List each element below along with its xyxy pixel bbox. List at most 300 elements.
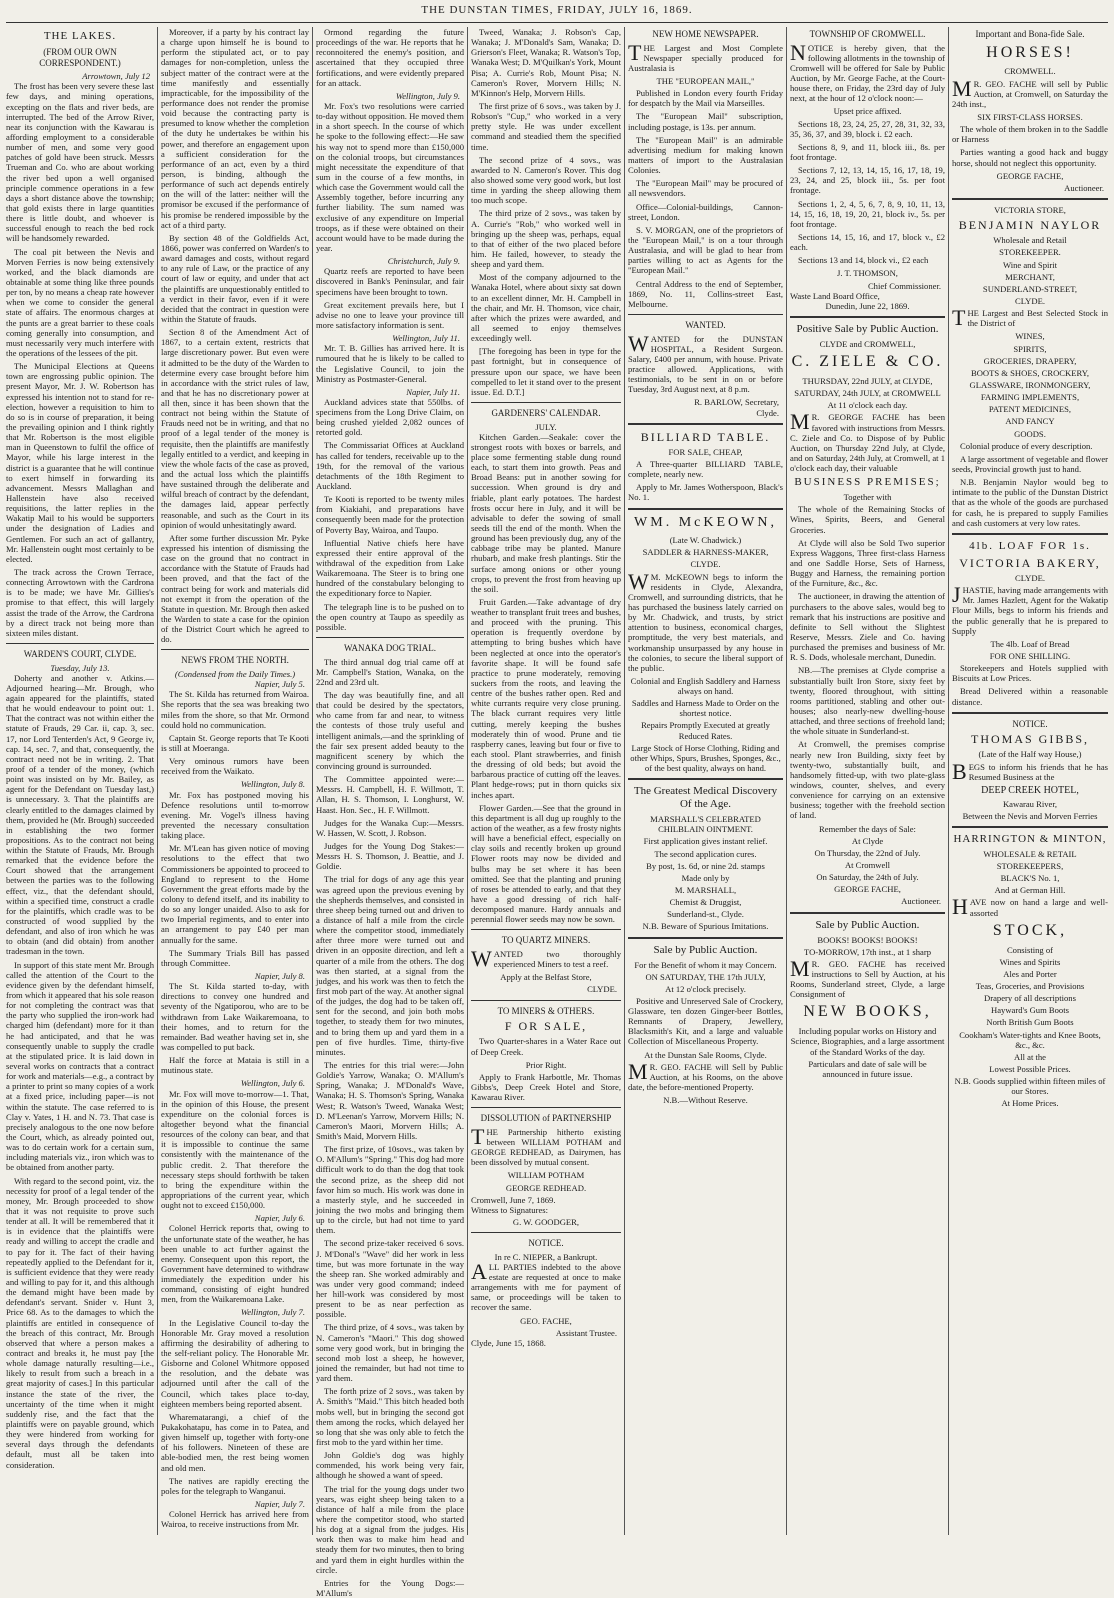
- wanted-text: ANTED for the DUNSTAN HOSPITAL, a Resident Surgeon. Salary, £400 per annum, with house. Private practice allowed. Applications, with testimonials, to be sent in on or before Tuesday, 3rd August next, at 8 p.m.: [628, 333, 783, 395]
- news-item: Half the force at Mataia is still in a mutinous state.: [161, 1055, 309, 1076]
- signature: GEORGE FACHE,: [996, 170, 1064, 181]
- dog-trial-paragraph: The second prize-taker received 6 sovs. J. M'Donal's "Wave" did her work in less time, but was more fortunate in the way the sheep ran. She worked admirably and was under very good command; indeed her hill-work was considered by most present to be as near perfection as possible.: [316, 1238, 464, 1320]
- loaf-heading: 4lb. LOAF FOR 1s.: [969, 539, 1091, 552]
- column-3: [316, 27, 464, 1598]
- drop-cap: M: [628, 1058, 648, 1084]
- horses-six: SIX FIRST-CLASS HORSES.: [977, 112, 1083, 123]
- auction-time: At 12 o'clock precisely.: [665, 983, 746, 994]
- divider: [471, 929, 621, 930]
- victoria-item: SPIRITS,: [1013, 343, 1047, 354]
- masthead-rule: [6, 22, 1108, 23]
- township-section: Sections 14, 15, 16, and 17, block v., £2 each.: [790, 232, 945, 253]
- news-item: The Commissariat Offices at Auckland has called for tenders, receivable up to the 19th, for the removal of the various detachments of the 18th Regiment to Auckland.: [316, 440, 464, 492]
- divider: [471, 402, 621, 403]
- victoria-item: AND FANCY: [1005, 416, 1055, 427]
- township-office: Waste Land Board Office,: [790, 290, 880, 301]
- drop-cap: M: [952, 75, 972, 101]
- column-7: [952, 27, 1108, 1533]
- dog-trial-paragraph: The third annual dog trial came off at Mr. Campbell's Station, Wanaka, on the 22nd and 23rd ult.: [316, 656, 464, 687]
- court-paragraph: In support of this state ment Mr. Brough called the attention of the Court to the evidence given by the defendant himself, from which it appeared that his sole reason for not completing the contract was that the party who supplied the iron-work had charged him (defendant) more for it than he had anticipated, and that he was consequently unable to supply the cradle at the stipulated price. It is laid down in several works on contracts that a contract for work and materials—e.g., a contract by a printer to print so many copies of a work at a fixed price, including paper—is not within the statute. The case referred to is Clay v. Yates, 1 H. and N. 73. That case is precisely analogous to the one now before the Court, which, as already pointed out, was to do certain work for a certain sum, including materials viz., iron which was to be obtained from another party.: [6, 959, 154, 1173]
- dog-trial-paragraph: The third prize, of 4 sovs., was taken by N. Cameron's "Maori." This dog showed some very good work, but in bringing the second mob lost a sheep, he however, joined the remainder, but had not time to yard them.: [316, 1322, 464, 1384]
- news-item: Mr. Fox has postponed moving his Defence resolutions until to-morrow evening. Mr. Vogel's illness having prevented the necessary consultation taking place.: [161, 789, 309, 841]
- miners-price: Prior Right.: [525, 1059, 567, 1070]
- bakery-title: VICTORIA BAKERY,: [959, 555, 1101, 570]
- mckeown-line: Repairs Promptly Executed at greatly Reduced Rates.: [641, 720, 770, 741]
- victoria-line: MERCHANT,: [1005, 271, 1055, 282]
- divider: [952, 198, 1108, 200]
- victoria-item: WINES,: [1015, 331, 1045, 342]
- dog-trial-paragraph: Tweed, Wanaka; J. Robson's Cap, Wanaka; J. M'Donald's Sam, Wanaka; D. Grierson's Fleet, Wanaka; R. Watson's Top, Wanaka West; D. M'Quilkan's York, Mount Pisa; A. Currie's Rob, Mount Pisa; N. Cameron's Rover, Morvern Hills; N. M'Kinnon's Help, Morvern Hills.: [471, 27, 621, 98]
- gibbs-river: Kawarau River,: [1002, 798, 1058, 809]
- mckeown-trade: SADDLER & HARNESS-MAKER,: [642, 547, 769, 558]
- column-rule: [467, 27, 468, 1535]
- mckeown-ad: [628, 568, 783, 673]
- township-ad: [790, 39, 945, 104]
- for-sale-text: OR SALE,: [518, 1019, 588, 1034]
- harrington-item: Ales and Porter: [1003, 968, 1057, 979]
- positive-sale-text: R. GEORGE FACHE has been favored with instructions from Messrs. C. Ziele and Co. to Dispose of by Public Auction, on Thursday 22nd July, at Clyde, and on Saturday, 24th July, at Cromwell, at 1 o'clock each day, their valuable: [790, 412, 945, 474]
- harrington-item: North British Gum Boots: [986, 1017, 1074, 1028]
- paper-paragraph: S. V. MORGAN, one of the proprietors of the "European Mail," is on a tour through Australasia, and will be glad to hear from parties willing to act as Agents for the "European Mail.": [628, 224, 783, 276]
- paper-paragraph: The "European Mail" subscription, including postage, is 13s. per annum.: [628, 111, 783, 132]
- divider: [628, 423, 783, 425]
- harrington-line: Consisting of: [1006, 944, 1054, 955]
- dog-trial-title: WANAKA DOG TRIAL.: [343, 643, 437, 654]
- books-text: R. GEO. FACHE has received instructions to Sell by Auction, at his Rooms, Sunderland street, Clyde, a large Consignment of: [790, 958, 945, 1000]
- paper-ad: [628, 39, 783, 73]
- drop-cap: A: [471, 1258, 487, 1284]
- signature-role: Chief Commissioner.: [867, 280, 941, 291]
- dog-trial-paragraph: The trial for dogs of any age this year was agreed upon the previous evening by the shepherds themselves, and consisted in three sheep being turned out and driven to a distance of half a mile from the circle where the competitor stood, immediately after three more were turned out and driven in an opposite direction, and left a quarter of a mile from the others. The dog was then started, at a signal from the judges, and his work was then to fetch the first mob part of the way. At another signal of the judges, the dog had to be taken off, sent for the second, and join both mobs together, to steady them for two minutes, and to bring them up and yard them in a pen of five hurdles. Time, thirty-five minutes.: [316, 874, 464, 1057]
- horses-text: R. GEO. FACHE will sell by Public Auction, at Cromwell, on Saturday the 24th inst.,: [952, 78, 1108, 109]
- auction-date: ON SATURDAY, THE 17th JULY,: [645, 971, 766, 982]
- harrington-stock: STOCK,: [992, 921, 1068, 939]
- positive-sale-date: THURSDAY, 22nd JULY, at CLYDE,: [802, 375, 933, 386]
- drop-cap: T: [471, 1123, 485, 1149]
- dog-trial-paragraph: The day was beautifully fine, and all that could be desired by the spectators, who came from far and near, to witness the contests of those truly useful and intelligent animals,—and the sprinkling of the fair sex present added beauty to the magnificent scenery by which the convincing ground is surrounded.: [316, 690, 464, 772]
- auction-ad: [628, 1058, 783, 1093]
- positive-sale-stock: The whole of the Remaining Stocks of Wines, Spirits, Beers, and General Groceries.: [790, 504, 945, 535]
- court-date: Tuesday, July 13.: [50, 662, 110, 673]
- news-item: Te Kooti is reported to be twenty miles from Kiakiahi, and preparations have consequently been made for the protection of Poverty Bay, Wairoa, and Taupo.: [316, 494, 464, 535]
- drop-cap: W: [471, 946, 492, 972]
- medical-line: The second application cures.: [654, 848, 757, 859]
- billiard-text: A Three-quarter BILLIARD TABLE, complete, nearly new.: [628, 459, 783, 480]
- drop-cap: B: [952, 758, 967, 784]
- notice-ad: [471, 1258, 621, 1313]
- drop-cap: T: [628, 39, 642, 65]
- positive-sale-sold: At Clyde will also be Sold Two superior Express Waggons, Three first-class Harness and one Saddle Horse, Sets of Harness, Buggy and Harness, the remaining portion of the Furniture, &c., &c.: [790, 537, 945, 589]
- dog-trial-paragraph: John Goldie's dog was highly commended, his work being very fair, although he showed a want of speed.: [316, 1450, 464, 1481]
- victoria-paragraph: N.B. Benjamin Naylor would beg to intimate to the public of the Dunstan District that as the whole of the goods are purchased for cash, he is prepared to supply Families and cash customers at very low rates.: [952, 477, 1108, 528]
- harrington-line: All at the: [1014, 1051, 1046, 1062]
- harrington-name: HARRINGTON & MINTON,: [953, 832, 1107, 845]
- column-rule: [786, 27, 787, 1535]
- medical-line: By post, 1s. 6d, or nine 2d. stamps: [646, 860, 765, 871]
- divider: [471, 1232, 621, 1233]
- gibbs-hotel: DEEP CREEK HOTEL,: [981, 784, 1079, 796]
- victoria-paragraph: Colonial produce of every description.: [960, 440, 1093, 451]
- dog-trial-paragraph: Judges for the Wanaka Cup:—Messrs. W. Hassen, W. Scott, J. Robson.: [316, 817, 464, 838]
- remember-line: At Cromwell: [844, 859, 891, 870]
- dissolution-title: DISSOLUTION of PARTNERSHIP: [480, 1113, 612, 1124]
- lakes-paragraph: The frost has been very severe these last few days, and mining operations, excepting on the flats and river beds, are interrupted. The bed of the Arrow River, near its conjunction with the Kawarau is affording employment to a considerable number of men, and some very good patches of gold have been struck. Messrs Trueman and Co. who are about working the river bed upon a well organised principle commence operations in a few days a short distance above the township; that gold exists there in large quantities there is little doubt, and whoever is successful enough to reach the bed rock will be handsomely rewarded.: [6, 81, 154, 244]
- dog-trial-paragraph: The second prize of 4 sovs., was awarded to N. Cameron's Rover. This dog also showed some very good work, but lost time in yarding the sheep allowing them too much scope.: [471, 154, 621, 206]
- harrington-item: Drapery of all descriptions: [984, 993, 1076, 1004]
- dateline: Napier, July 8.: [254, 970, 305, 981]
- auction-nb: N.B.—Without Reserve.: [663, 1095, 748, 1106]
- victoria-ad: [952, 305, 1108, 331]
- news-item: The natives are rapidly erecting the poles for the telegraph to Wanganui.: [161, 1475, 309, 1496]
- drop-cap: W: [628, 330, 649, 356]
- victoria-store-name: BENJAMIN NAYLOR: [958, 218, 1102, 233]
- gibbs-notice-title: NOTICE.: [1012, 718, 1048, 729]
- township-section: Sections 13 and 14, block vi., £2 each: [798, 255, 929, 266]
- signature: J. T. THOMSON,: [837, 268, 898, 279]
- medical-line: First application gives instant relief.: [643, 836, 768, 847]
- lakes-paragraph: The coal pit between the Nevis and Morven Ferries is now being extensively worked, and the black diamonds are obtainable at some thing like three pounds per ton, by no means a cheap rate however when we come to consider the general state of affairs. The enormous charges at the punts are a great barrier to these coals coming generally into consumption, and must necessarily very much interfere with the operations of the lessees of the pit.: [6, 246, 154, 358]
- column-5: [628, 27, 783, 1533]
- victoria-item: GROCERIES, DRAPERY,: [983, 355, 1077, 366]
- miners-apply: Apply to Frank Harbottle, Mr. Thomas Gibbs's, Deep Creek Hotel and Store, Kawarau River.: [471, 1071, 621, 1103]
- dateline: Wellington, July 9.: [395, 90, 460, 101]
- drop-cap: F: [504, 1019, 514, 1034]
- paper-paragraph: Central Address to the end of September, 1869, No. 11, Collins-street East, Melbourne.: [628, 278, 783, 309]
- auction-place: At the Dunstan Sale Rooms, Clyde.: [644, 1049, 767, 1060]
- garden-paragraph: Flower Garden.—See that the ground in this department is all dug up roughly to the action of the weather, as a few frosty nights will have a beneficial effect, especially on clay soils and recently broken up ground Flower roots may now be divided and bulbs may be set where it has been omitted. See that the planting and pruning of roses be attended to early, and that they have a good dressing of rich half-decomposed manure. Hardy annuals and perennial flower seeds may now be sown.: [471, 802, 621, 925]
- drop-cap: N: [790, 39, 806, 65]
- harrington-line: BLACK'S No. 1,: [1000, 873, 1060, 884]
- paper-paragraph: Published in London every fourth Friday for despatch by the Mail via Marseilles.: [628, 88, 783, 109]
- column-rule: [157, 27, 158, 1535]
- bakery-text: HASTIE, having made arrangements with Mr. James Hazlett, Agent for the Wakatip Flour Mills, begs to inform his friends and the public generally that he is prepared to Supply: [952, 585, 1108, 636]
- positive-sale-cromwell: At Cromwell, the premises comprise nearly new Iron Building, sixty feet by twenty-two, substantially built, and handsomely fitted-up, with two plate-glass windows, counter, shelves, and every convenience for carrying on an extensive business; together with the freehold section of land.: [790, 739, 945, 821]
- harrington-item: Teas, Groceries, and Provisions: [975, 981, 1085, 992]
- news-item: The St. Kilda has returned from Wairoa. She reports that the sea was breaking two miles from the shore, so that Mr. Ormond could hold no communication.: [161, 689, 309, 730]
- news-item: Great excitement prevails here, but I advise no one to leave your province till more satisfactory information is sent.: [316, 299, 464, 330]
- positive-sale-title: Positive Sale by Public Auction.: [796, 322, 939, 335]
- harrington-text: AVE now on hand a large and well-assorted: [969, 897, 1108, 918]
- dateline: Wellington, July 7.: [240, 1307, 305, 1318]
- divider: [628, 778, 783, 780]
- victoria-text: HE Largest and Best Selected Stock in the District of: [967, 308, 1108, 329]
- lakes-byline: (FROM OUR OWN CORRESPONDENT.): [39, 46, 121, 68]
- dateline: Christchurch, July 9.: [387, 256, 460, 267]
- harrington-item: Cookham's Water-tights and Knee Boots, &c., &c.: [959, 1029, 1101, 1050]
- horses-title: Important and Bona-fide Sale.: [975, 29, 1085, 39]
- notice-title: NOTICE.: [528, 1238, 564, 1249]
- divider: [316, 637, 464, 638]
- township-date: Dunedin, June 22, 1869.: [825, 300, 910, 311]
- news-item: Quartz reefs are reported to have been discovered in Bank's Peninsular, and fair specimens have been brought to town.: [316, 266, 464, 297]
- drop-cap: W: [628, 568, 649, 594]
- billiard-sale: FOR SALE, CHEAP,: [668, 446, 743, 457]
- column-4: [471, 27, 621, 1533]
- remember-days: Remember the days of Sale:: [819, 823, 916, 834]
- paper-title: NEW HOME NEWSPAPER.: [652, 29, 759, 39]
- harrington-line: WHOLESALE & RETAIL: [983, 848, 1077, 859]
- harrington-item: Hayward's Gum Boots: [991, 1005, 1069, 1016]
- gibbs-ad: [952, 758, 1108, 784]
- dog-trial-paragraph: The third prize of 2 sovs., was taken by A. Currie's "Rob," who worked well in bringing up the sheep was, perhaps, equal to that of either of the two placed before him. He failed, however, to steady the sheep and yard them.: [471, 208, 621, 270]
- gibbs-between: Between the Nevis and Morven Ferries: [962, 810, 1098, 821]
- together-with: Together with: [843, 492, 892, 503]
- township-upset: Upset price affixed.: [833, 106, 902, 117]
- notice-subtitle: In re C. NIEPER, a Bankrupt.: [494, 1251, 598, 1262]
- dog-trial-paragraph: Judges for the Young Dog Stakes:—Messrs H. S. Thomson, J. Beattie, and J. Goldie.: [316, 841, 464, 872]
- paper-paragraph: Office—Colonial-buildings, Cannon-street, London.: [628, 201, 783, 222]
- news-item: Mr. Fox will move to-morrow—1. That, in the opinion of this House, the present expenditure on the colonial forces is altogether beyond what the financial resources of the colony can bear, and that it is impossible to continue the same consistently with the maintenance of the public credit. 2. That therefore the necessary steps should forthwith be taken to bring the expenditure within the appropriations of the current year, which ought not to exceed £150,000.: [161, 1088, 309, 1211]
- lakes-paragraph: The Municipal Elections at Queens town are engrossing public opinion. The present Mayor, Mr. J. W. Robertson has expressed his intention not to stand for re-election, however a requisition to him to do so is in course of preparation, it being the prevailing opinion and I think rightly that Mr. Robertson is the most eligible man in Queenstown to fulfil the office of Mayor, while his large interest in the district is a guarantee that he will continue to exert himself in forwarding its advancement. Messrs Mallaghan and Hallenstein have also received requisitions, the latter replies in the Wakatip Mail to his would be supporters under the designation of Ladies and Gentlemen. For such an act of gallantry, Mr. Hallenstein ought most certainly to be elected.: [6, 361, 154, 564]
- court-paragraph: Section 8 of the Amendment Act of 1867, to a certain extent, restricts that large discretionary power. But even were it admitted to be the duty of the Warden to determine every case brought before him in accordance with the strict rules of law, and that he has no discretionary power at all then, since it has been shown that the contract not being within the Statute of Frauds need not be in writing, and that no proof of a legal tender of the money is requisite, then the plaintiffs are manifestly legally entitled to a verdict, and keeping in view the whole facts of the case as proved, and the actual loss which the plaintiffs have sustained through the deliberate and wilful breach of contract by the defendant, the damages laid, appear perfectly reasonable, and such as the Court in its opinion of would unhesitatingly award.: [161, 327, 309, 530]
- victoria-store-title: VICTORIA STORE,: [994, 205, 1066, 216]
- dog-trial-paragraph: Entries for the Young Dogs:—M'Allum's: [316, 1577, 464, 1598]
- dog-trial-paragraph: The entries for this trial were:—John Goldie's Yarrow, Wanaka; O. M'Allum's Spring, Wanaka; J. M'Donald's Wave, Wanaka; H. S. Thomson's Spring, Wanaka West; R. Watson's Tweed, Wanaka West; D. M'Leenan's Yarrow, Morvern Hills; N. Cameron's Maori, Morvern Hills; A. Smith's Maid, Morvern Hills.: [316, 1059, 464, 1141]
- editor-note: [The foregoing has been in type for the past fortnight, but in consequence of pressure upon our space, we have been compelled to let it stand over to the present issue. Ed. D.T.]: [471, 346, 621, 397]
- news-item: In the Legislative Council to-day the Honorable Mr. Gray moved a resolution affirming the desirability of adhering to the self-reliant policy. The Honorable Mr. Gisborne and Colonel Whitmore opposed the resolution, and the debate was adjourned until after the call of the Council, which takes place to-day, eighteen members being reported absent.: [161, 1317, 309, 1409]
- divider: [952, 533, 1108, 535]
- drop-cap: M: [790, 955, 810, 981]
- township-section: Sections 18, 23, 24, 25, 27, 28, 31, 32, 33, 35, 36, 37, and 39, block i. £2 each.: [790, 118, 945, 139]
- gibbs-text: EGS to inform his friends that he has Resumed Business at the: [968, 761, 1108, 782]
- drop-cap: J: [952, 582, 961, 608]
- miners-text: Two Quarter-shares in a Water Race out of Deep Creek.: [471, 1036, 621, 1057]
- harrington-nb: N.B. Goods supplied within fifteen miles of our Stores.: [954, 1076, 1106, 1097]
- news-item: Colonel Herrick reports that, owing to the unfortunate state of the weather, he has been unable to act further against the enemy. Consequent upon this report, the Government have determined to withdraw immediately the expedition under his command, consisting of eight hundred men, from the Waikaremoana Lake.: [161, 1223, 309, 1305]
- notice-text: LL PARTIES indebted to the above estate are requested at once to make arrangements with me for payment of same, or proceedings will be taken to recover the same.: [471, 1261, 621, 1313]
- news-item: Mr. T. B. Gillies has arrived here. It is rumoured that he is likely to be called to the Legislative Council, to join the Ministry as Postmaster-General.: [316, 343, 464, 384]
- books-header: BOOKS! BOOKS! BOOKS!: [817, 934, 918, 945]
- positive-sale-place: CLYDE and CROMWELL,: [819, 338, 916, 349]
- township-section: Sections 1, 2, 4, 5, 6, 7, 8, 9, 10, 11, 13, 14, 15, 16, 18, 19, 20, 21, block iv., 5s. per foot frontage.: [790, 198, 945, 229]
- township-section: Sections 7, 12, 13, 14, 15, 16, 17, 18, 19, 23, 24, and 25, block iii., 5s. per foot frontage.: [790, 165, 945, 196]
- horses-heading: HORSES!: [986, 43, 1074, 61]
- dog-trial-paragraph: The trial for the young dogs under two years, was eight sheep being taken to a distance of half a mile from the place where the competitor stood, who started his dog at a signal from the judges. His work then was to make him head and steady them for two minutes, then to bring and yard them in eight hurdles within the circle.: [316, 1483, 464, 1575]
- victoria-item: PATENT MEDICINES,: [988, 404, 1072, 415]
- divider: [6, 643, 154, 644]
- news-item: Mr. M'Lean has given notice of moving resolutions to the effect that two Commissioners be appointed to proceed to England to represent to the Home Government the great efforts made by the colony to defend itself, and its inability to do so any longer unaided. Also to ask for two Imperial regiments, and to enter into an arrangement to pay £40 per man annually for the same.: [161, 843, 309, 945]
- wanted-place: Clyde.: [756, 407, 779, 418]
- garden-title: GARDENERS' CALENDAR.: [491, 407, 601, 418]
- bakery-loaf: The 4lb. Loaf of Bread: [990, 638, 1070, 649]
- paper-text: HE Largest and Most Complete Newspaper specially produced for Australasia is: [628, 42, 783, 73]
- dateline: Napier, July 7.: [254, 1499, 305, 1510]
- harrington-line: And at German Hill.: [994, 885, 1066, 896]
- news-item: Influential Native chiefs here have expressed their entire approval of the withdrawal of the expedition from Lake Waikaremoana. The Steer is to bring one hundred of the constabulary belonging to the expeditionary force to Napier.: [316, 537, 464, 599]
- court-paragraph: With regard to the second point, viz. the necessity for proof of a legal tender of the money, Mr. Brough proceeded to show that it was not requisite to prove such tender at all. It will be remembered that it is in evidence that the plaintiffs were ready and willing to accept the cradle and to pay for it. The fact of their having repeatedly applied to the Defendant for it, is sufficient evidence that they were ready and willing to pay for it, and this although the demand might have been made by defendant's servant. Snider v. Hunt 3, Price 68. As to the damages to which the plaintiffs are entitled in consequence of the breach of this contract, Mr. Brough observed that where a person makes a contract and breaks it, he must pay [the whole damage naturally resulting—i.e., likely to result from such a breach in a great majority of cases.] In this particular instance the state of the river, the uncertainty of the time when it might suddenly rise, and the fact that the plaintiffs were on payable ground, which they were hindered from working for several days through the defendants default, must all be taken into consideration.: [6, 1175, 154, 1470]
- business-premises: BUSINESS PREMISES;: [794, 476, 941, 489]
- divider: [161, 649, 309, 650]
- quartz-apply: Apply at the Belfast Store,: [500, 972, 592, 983]
- positive-sale-firm: C. ZIELE & CO.: [791, 353, 944, 371]
- quartz-ad: [471, 946, 621, 972]
- books-foot: Particulars and date of sale will be announced in future issue.: [808, 1058, 927, 1079]
- dog-trial-paragraph: The Committee appointed were:—Messrs. H. Campbell, H. F. Willmott, T. Allan, H. S. Thomson, I. Longhurst, W. Haast. Hon. Sec., H. F. Willmott.: [316, 774, 464, 815]
- gibbs-late: (Late of the Half way House,): [978, 749, 1082, 760]
- court-paragraph: Doherty and another v. Atkins.—Adjourned hearing—Mr. Brough, who again appeared for the plaintiffs, stated that he would endeavour to point out: 1. That the contract was not within either the statute of Frauds, 29 Car. ii, cap. 3, sec. 17, nor Lord Tenterden's Act, 9 George iv, cap. 14, sec. 7, and that, consequently, the contract need not be in writing. 2. That proof of a tender of the money, (which point was insisted on by Mr. Bailey, as agent for the Defendant on Tuesday last,) is unnecessary. 3. That the plaintiffs are clearly entitled to the damages claimed by them, provided he (Mr. Brough) succeeded in establishing the two former propositions. As to the contract not being within the Statute of Frauds, Mr. Brough remarked that the evidence before the Court showed that the arrangement between the parties was to the following effect, viz., that the defendant should, within a specified time, construct a cradle for the plaintiffs, which cradle was to be constructed of wood supplied by the defendant, and also of iron which he was to obtain (and did obtain) from another tradesman in the town.: [6, 672, 154, 957]
- dog-trial-paragraph: The first prize, of 10sovs., was taken by O. M'Allum's "Spring." This dog had more difficult work to do than the dog that took the second prize, as the sheep did not favor him so much. His work was done in a masterly style, and he succeeded in joining the two mobs and bringing them up to the circle, but had not time to yard them.: [316, 1144, 464, 1236]
- court-paragraph: After some further discussion Mr. Pyke expressed his intention of dismissing the case on the ground that no contract in accordance with the Statute of Frauds had been proved, and that the fact of the contract being for work and materials did not exempt it from the operation of the Statute in question. Mr. Brough then asked the Warden to state a case for the opinion of the District Court which he agreed to do.: [161, 532, 309, 645]
- horses-paragraph: Parties wanting a good hack and buggy horse, should not neglect this opportunity.: [952, 147, 1108, 168]
- signature-role: Assistant Trustee.: [555, 1327, 617, 1338]
- news-item: Wharematarangi, a chief of the Pukakohatapu, has come in to Patea, and given himself up, together with forty-one of his followers. Nineteen of these are able-bodied men, the rest being women and old men.: [161, 1411, 309, 1473]
- billiard-title: BILLIARD TABLE.: [640, 429, 771, 444]
- books-title: Sale by Public Auction.: [815, 918, 920, 931]
- wanted-title: WANTED.: [685, 319, 726, 330]
- drop-cap: M: [790, 409, 810, 435]
- quartz-text: ANTED two thoroughly experienced Miners to test a reef.: [493, 949, 621, 970]
- dissolution-ad: [471, 1123, 621, 1168]
- dateline: Napier, July 5.: [254, 679, 305, 690]
- miners-title: TO MINERS & OTHERS.: [497, 1005, 595, 1016]
- medical-line: N.B. Beware of Spurious Imitations.: [642, 921, 769, 932]
- dateline: Napier, July 6.: [254, 1213, 305, 1224]
- harrington-ad: [952, 894, 1108, 920]
- court-paragraph: By section 48 of the Goldfields Act, 1866, power was conferred on Warden's to award damages and costs, without regard to any rule of Law, or the practice of any court of law or equity, and under that act the plaintiffs are unquestionably entitled to a verdict in their favor, even if it were decided that the contract in question were within the Statute of frauds.: [161, 232, 309, 324]
- dog-trial-paragraph: The first prize of 6 sovs., was taken by J. Robson's "Cup," who worked in a very pretty style. He was under excellent command and steadied them the specified time.: [471, 100, 621, 152]
- positive-sale-nb: NB.—The premises at Clyde comprise a substantially built Iron Store, sixty feet by twenty, floored throughout, with sitting rooms partitioned, stabling and other out-houses; also nearly-new dwelling-house attached, and three sections of freehold land; the whole situate in Sunderland-st.: [790, 665, 945, 737]
- column-6: [790, 27, 945, 1533]
- horses-place: CROMWELL.: [1004, 66, 1056, 77]
- paper-paragraph: The "European Mail" may be procured of all newsvendors.: [628, 178, 783, 199]
- victoria-line: Wholesale and Retail: [993, 235, 1067, 246]
- remember-line: On Thursday, the 22nd of July.: [814, 847, 921, 858]
- column-rule: [312, 27, 313, 1535]
- harrington-home: At Home Prices.: [1001, 1098, 1059, 1109]
- positive-sale-ad: [790, 409, 945, 474]
- signature-role: Auctioneer.: [1064, 182, 1104, 193]
- gibbs-name: THOMAS GIBBS,: [970, 732, 1089, 747]
- dog-trial-paragraph: The forth prize of 2 sovs., was taken by A. Smith's "Maid." This bitch headed both mobs well, but in bringing the second got them among the rocks, which delayed her so long that she was only able to fetch the first mob to the yard within her time.: [316, 1386, 464, 1448]
- dateline: Wellington, July 6.: [240, 1078, 305, 1089]
- remember-line: At Clyde: [851, 835, 884, 846]
- horses-ad: [952, 75, 1108, 109]
- notice-date: Clyde, June 15, 1868.: [471, 1337, 546, 1348]
- mckeown-town: CLYDE.: [690, 559, 721, 570]
- remember-line: On Saturday, the 24th of July.: [816, 872, 919, 883]
- paper-paragraph: The "European Mail" is an admirable advertising medium for making known matters of import to the Australasian Colonies.: [628, 134, 783, 176]
- mckeown-late: (Late W. Chadwick.): [669, 535, 742, 546]
- dateline: Wellington, July 11.: [392, 333, 460, 344]
- harrington-line: STOREKEEPERS,: [996, 861, 1064, 872]
- divider: [790, 912, 945, 914]
- column-2: [161, 27, 309, 1533]
- news-item: Colonel Herrick has arrived here from Wairoa, to receive instructions from Mr.: [161, 1509, 309, 1530]
- news-item: Very ominous rumors have been received from the Waikato.: [161, 756, 309, 777]
- news-item: Auckland advices state that 550lbs. of specimens from the Long Drive Claim, on being crushed yielded 2,082 ounces of retorted gold.: [316, 396, 464, 438]
- divider: [471, 1107, 621, 1108]
- bakery-ad: [952, 582, 1108, 636]
- quartz-place: CLYDE.: [587, 984, 617, 995]
- books-big: NEW BOOKS,: [803, 1003, 932, 1021]
- divider: [471, 1000, 621, 1001]
- dateline: Napier, July 11.: [406, 386, 460, 397]
- victoria-line: Wine and Spirit: [1002, 259, 1058, 270]
- books-when: TO-MORROW, 17th inst., at 1 sharp: [804, 946, 931, 957]
- mckeown-line: Colonial and English Saddlery and Harness always on hand.: [630, 675, 781, 697]
- victoria-item: GOODS.: [1014, 428, 1046, 439]
- victoria-item: FARMING IMPLEMENTS,: [980, 392, 1080, 403]
- dissolution-date: Cromwell, June 7, 1869.: [471, 1194, 556, 1205]
- billiard-apply: Apply to Mr. James Wotherspoon, Black's No. 1.: [628, 482, 783, 503]
- mckeown-line: Large Stock of Horse Clothing, Riding and other Whips, Spurs, Brushes, Sponges, &c., of the best quality, always on hand.: [630, 742, 781, 774]
- victoria-line: CLYDE.: [1015, 296, 1045, 307]
- positive-sale-time: At 11 o'clock each day.: [827, 400, 908, 411]
- books-desc: Including popular works on History and Science, Biographies, and a large assortment of the Standard Works of the day.: [790, 1026, 945, 1057]
- books-ad: [790, 955, 945, 1000]
- auction-text-2: R. GEO. FACHE will Sell by Public Auction, at his Rooms, on the above date, the before-mentioned Property.: [628, 1061, 783, 1093]
- paper-name: THE "EUROPEAN MAIL,": [656, 76, 755, 87]
- township-text: OTICE is hereby given, that the following allotments in the township of Cromwell will be offered for Sale by Public Auction, by Mr. George Fache, at the Court-house there, on Friday, the 23rd day of July next, at the hour of 12 o'clock noon:—: [790, 42, 945, 104]
- signature: GEORGE FACHE,: [834, 884, 901, 895]
- mckeown-text: M. McKEOWN begs to inform the residents in Clyde, Alexandra, Cromwell, and surrounding districts, that he has purchased the business lately carried on by Mr. Chadwick, and trusts, by strict attention to business, economical charges, promptitude, the very best materials, and workmanship unsurpassed by any house in the colonies, to secure the liberal support of the public.: [628, 571, 783, 673]
- medical-line: M. MARSHALL,: [674, 884, 737, 895]
- medical-title: The Greatest Medical Discovery Of the Age.: [633, 785, 778, 811]
- harrington-line: Lowest Possible Prices.: [989, 1064, 1071, 1075]
- news-item: Captain St. George reports that Te Kooti is still at Moeranga.: [161, 732, 309, 754]
- divider: [628, 314, 783, 315]
- witness-label: Witness to Signatures:: [471, 1204, 548, 1215]
- signature-role: Auctioneer.: [901, 896, 941, 907]
- news-item: The Summary Trials Bill has passed through Committee.: [161, 947, 309, 968]
- bakery-paragraph: Storekeepers and Hotels supplied with Biscuits at Low Prices.: [952, 663, 1108, 684]
- drop-cap: T: [952, 305, 966, 331]
- garden-paragraph: Kitchen Garden.—Seakale: cover the strongest roots with boxes or barrels, and place some fermenting stable dung round each, to start them into growth. Peas and Broad Beans: put in another sowing for succession. When ground is dry and friable, plant early potatoes. The hardest frosts occur here in July, and it will be advisable to defer the sowing of small seeds till the end of the month. When the ground has been previously dug, any of the cabbage tribe may be planted. Manure rhubarb, and make fresh plantings. Stir the surface among onions or other young crops, to prevent the frost from heaving up the soil.: [471, 431, 621, 594]
- news-item: The telegraph line is to be pushed on to the open country at Taupo as speedily as possible.: [316, 601, 464, 632]
- signature: R. BARLOW, Secretary,: [694, 397, 779, 408]
- lakes-dateline: Arrowtown, July 12: [82, 71, 150, 82]
- court-title: WARDEN'S COURT, CLYDE.: [23, 648, 137, 659]
- court-paragraph: Moreover, if a party by his contract lay a charge upon himself he is bound to perform the stipulated act, or to pay damages for non-completion, unless the subject matter of the contract were at the time manifestly and essentially impracticable, for the impossibility of the performance does not render the promise void because the contracting party is presumed to know whether the completion of the duty he undertakes be within his power, and therefore an engagement upon a sufficient consideration for the performance of an act, even by a third person, is binding, although the performance of such act depends entirely on the will of the latter: neither will the promisor be excused if the performance of his promise be rendered impossible by the act of a third party.: [161, 27, 309, 230]
- medical-line: Chemist & Druggist,: [669, 897, 742, 908]
- victoria-line: STOREKEEPER.: [999, 247, 1061, 258]
- divider: [952, 712, 1108, 714]
- news-subtitle: (Condensed from the Daily Times.): [174, 669, 296, 680]
- witness-name: G. W. GOODGER,: [512, 1216, 580, 1227]
- auction-text: Positive and Unreserved Sale of Crockery, Glassware, ten dozen Ginger-beer Bottles, Remnants of Drapery, Jewellery, Blacksmith's Kit, and a large and valuable Collection of Miscellaneous Property.: [628, 995, 783, 1047]
- news-item: Ormond regarding the future proceedings of the war. He reports that he reconnoitered the enemy's position, and ascertained that they occupied three fortifications, and were evidently prepared for an attack.: [316, 27, 464, 88]
- quartz-title: TO QUARTZ MINERS.: [501, 935, 591, 946]
- column-1: [6, 27, 154, 1533]
- positive-sale-date: SATURDAY, 24th JULY, at CROMWELL: [794, 388, 941, 399]
- signature: GEO. FACHE,: [520, 1315, 572, 1326]
- drop-cap: H: [952, 894, 968, 920]
- medical-line: Sunderland-st., Clyde.: [667, 909, 744, 920]
- medical-line: Made only by: [681, 872, 730, 883]
- positive-sale-auctioneer: The auctioneer, in drawing the attention of purchasers to the above sales, would beg to remark that his instructions are positive and definite to Sell without the Slightest Reserve, Messrs. Ziele and Co. having purchased the premises and business of Mr. R. S. Dods, wholesale merchant, Dunedin.: [790, 591, 945, 663]
- victoria-item: BOOTS & SHOES, CROCKERY,: [970, 367, 1090, 378]
- victoria-paragraph: A large assortment of vegetable and flower seeds, Provincial growth just to hand.: [952, 453, 1108, 474]
- township-section: Sections 8, 9, and 11, block iii., 8s. per foot frontage.: [790, 141, 945, 163]
- dateline: Wellington, July 8.: [240, 779, 305, 790]
- dissolution-text: HE Partnership hitherto existing between WILLIAM POTHAM and GEORGE REDHEAD, as Dairymen, has been dissolved by mutual consent.: [471, 1126, 621, 1168]
- divider: [628, 508, 783, 510]
- auction-sub: For the Benefit of whom it may Concern.: [634, 959, 777, 970]
- bakery-town: CLYDE.: [1015, 572, 1045, 583]
- signature: WILLIAM POTHAM: [507, 1170, 585, 1181]
- signature: GEORGE REDHEAD.: [505, 1182, 587, 1193]
- mckeown-name: WM. McKEOWN,: [634, 514, 777, 530]
- dog-trial-paragraph: Most of the company adjourned to the Wanaka Hotel, where about sixty sat down to an excellent dinner, Mr. H. Campbell in the chair, and Mr. H. Thomson, vice chair, after which the prizes were awarded, and all seemed to enjoy themselves exceedingly well.: [471, 272, 621, 344]
- victoria-line: SUNDERLAND-STREET,: [982, 283, 1078, 294]
- for-sale-heading: [471, 1019, 621, 1033]
- harrington-item: Wines and Spirits: [999, 956, 1061, 967]
- medical-name: MARSHALL'S CELEBRATED CHILBLAIN OINTMENT.: [650, 814, 761, 835]
- divider: [790, 316, 945, 318]
- news-item: The St. Kilda started to-day, with directions to convey one hundred and seventy of the Ngatiporou, who are to be withdrawn from Lake Waikaremoana, to their homes, and to return for the remainder. Bad weather having set in, she was compelled to put back.: [161, 981, 309, 1052]
- masthead: THE DUNSTAN TIMES, FRIDAY, JULY 16, 1869.: [421, 4, 693, 16]
- auction-title: Sale by Public Auction.: [653, 943, 758, 956]
